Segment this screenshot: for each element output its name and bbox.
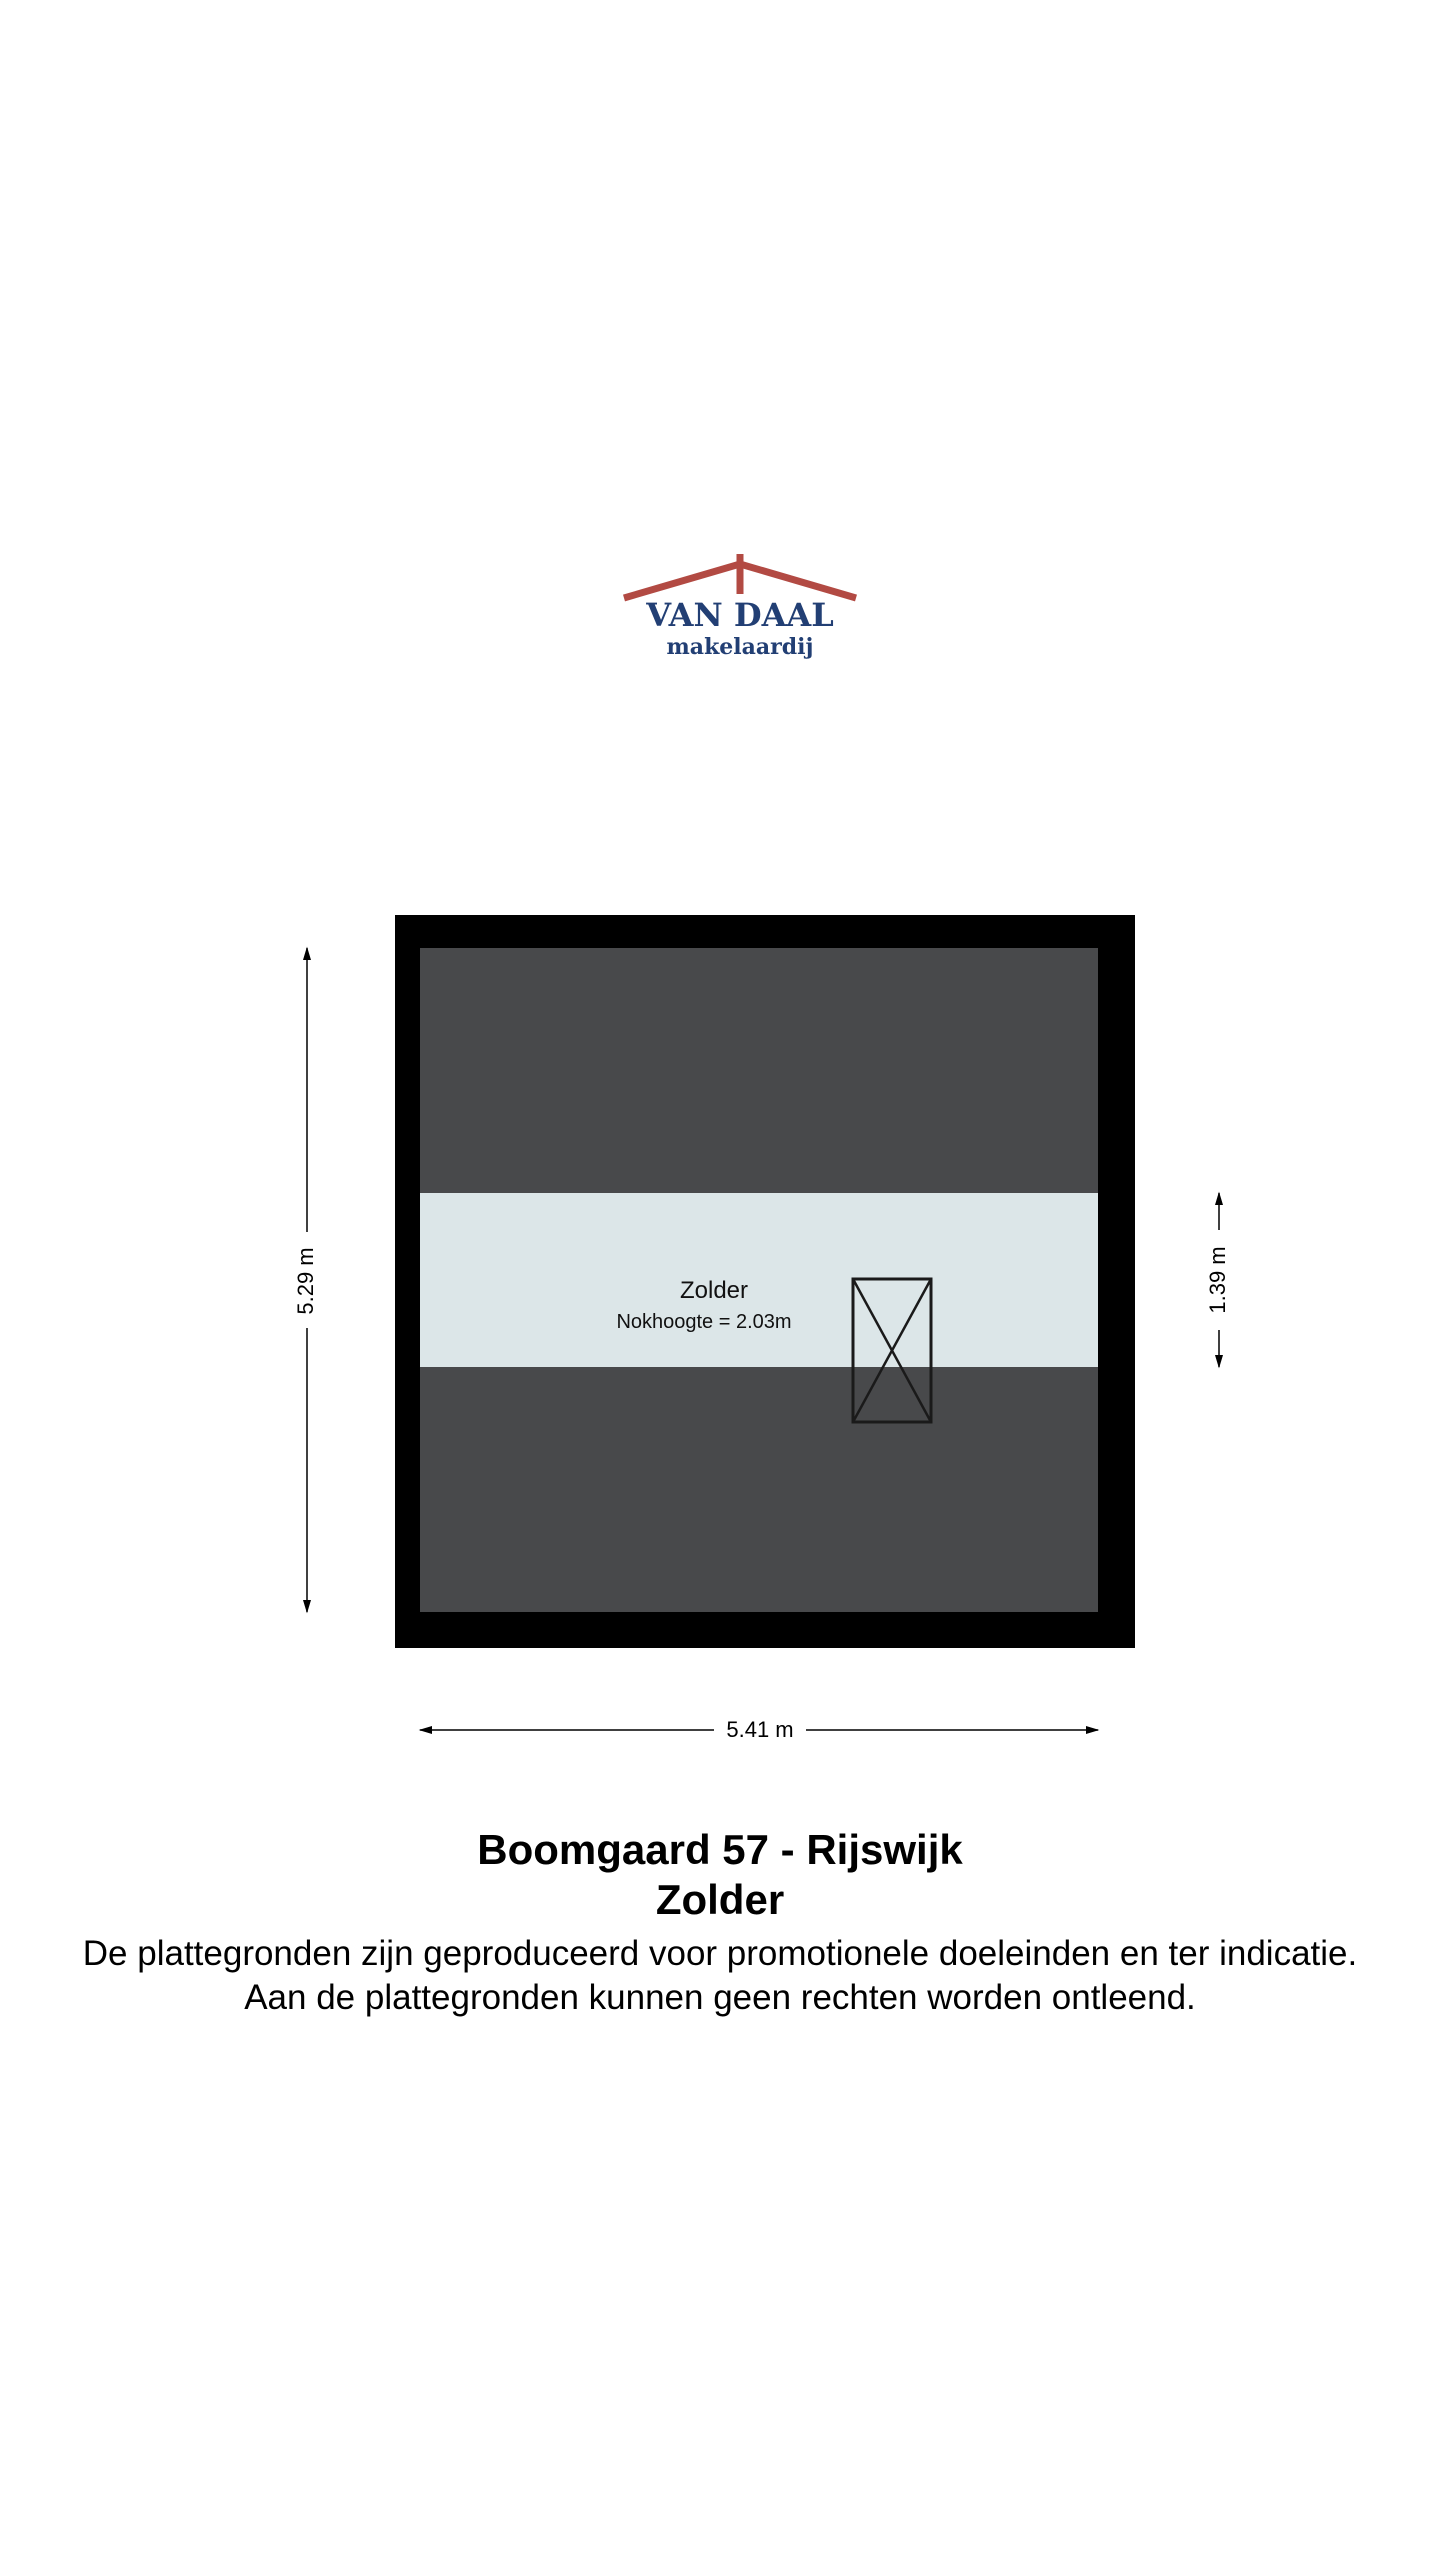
ridge-height-label: Nokhoogte = 2.03m	[616, 1311, 792, 1333]
logo-text-line1: VAN DAAL	[646, 596, 834, 634]
floor-name: Zolder	[655, 1876, 785, 1923]
width-dimension-label: 5.41 m	[726, 1716, 794, 1742]
strip-dimension	[1205, 1193, 1230, 1367]
width-dimension	[420, 1717, 1098, 1742]
room-name-label: Zolder	[679, 1277, 749, 1304]
disclaimer-line-2: Aan de plattegronden kunnen geen rechten worden ontleend.	[244, 1978, 1196, 2017]
height-dimension	[293, 948, 318, 1612]
sloped-roof-bottom	[420, 1367, 1098, 1612]
room-floor-zolder	[420, 1193, 1098, 1367]
height-dimension-label: 5.29 m	[292, 1247, 318, 1315]
sloped-roof-top	[420, 948, 1098, 1193]
disclaimer	[0, 1932, 1440, 2020]
address-title: Boomgaard 57 - Rijswijk	[477, 1826, 963, 1873]
logo-text-line2: makelaardij	[666, 634, 814, 660]
disclaimer-line-1: De plattegronden zijn geproduceerd voor promotionele doeleinden en ter indicatie.	[82, 1934, 1358, 1973]
strip-dimension-label: 1.39 m	[1204, 1246, 1230, 1314]
